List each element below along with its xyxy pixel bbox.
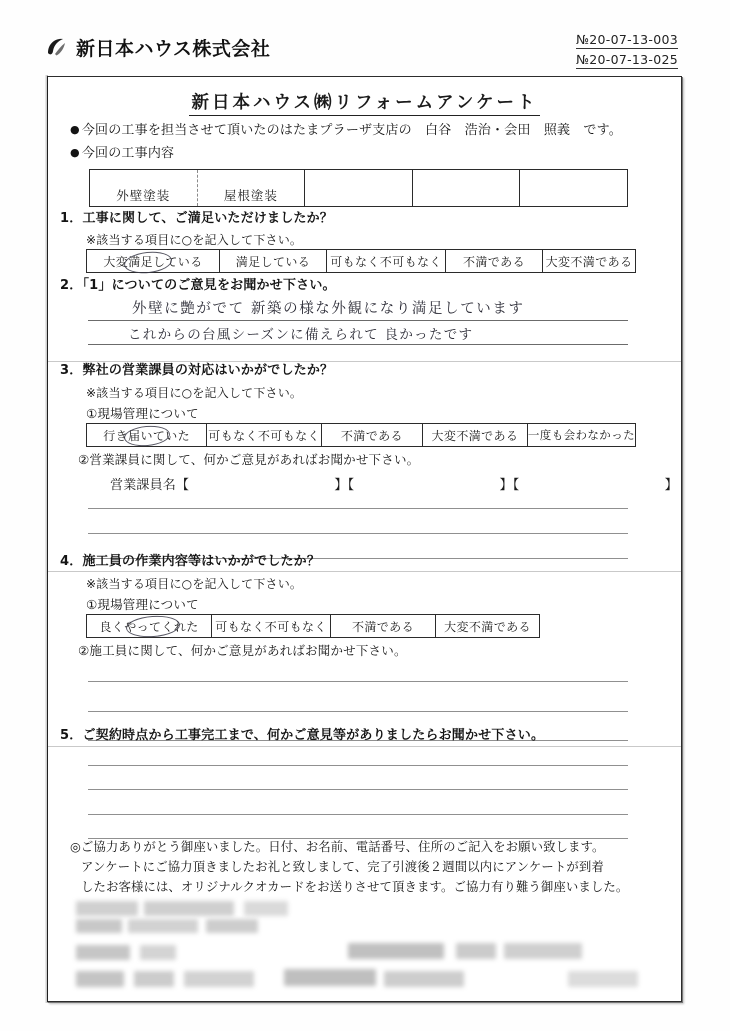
question-4-option-1[interactable]	[212, 615, 331, 637]
question-2-answer-text-2: これからの台風シーズンに備えられて 良かったです	[128, 327, 474, 343]
question-1-text: 工事に関して、ご満足いただけましたか？	[82, 211, 333, 226]
question-3-heading	[60, 362, 333, 381]
company-header	[44, 34, 270, 61]
question-4-option-3-label: 大変不満である	[444, 619, 531, 634]
work-content-cell-2	[198, 170, 306, 206]
question-3-sub1-label: ①現場管理について	[86, 406, 199, 421]
redacted-bar-1b	[144, 901, 234, 916]
question-3-option-4-label: 一度も会わなかった	[527, 428, 635, 442]
question-1-option-1-label: 満足している	[235, 254, 311, 269]
question-4-options	[86, 614, 540, 638]
question-1-option-3-label: 不満である	[462, 254, 525, 269]
closing-line-1: ◎ご協力ありがとう御座いました。日付、お名前、電話番号、住所のご記入をお願い致します。	[70, 839, 605, 854]
question-1-option-4[interactable]	[543, 250, 635, 272]
question-1-option-0-label: 大変満足している	[103, 254, 203, 269]
question-4-rule-1	[88, 681, 628, 682]
work-content-value-1: 外壁塗装	[116, 188, 171, 203]
company-name: 新日本ハウス株式会社	[76, 38, 271, 60]
question-2-answer-line-1	[132, 297, 525, 318]
redacted-bar-4e	[384, 971, 464, 987]
closing-note	[70, 837, 665, 897]
work-content-cell-1	[90, 170, 198, 206]
question-3-text: 弊社の営業課員の対応はいかがでしたか？	[82, 363, 334, 378]
question-1-option-1[interactable]	[220, 250, 327, 272]
work-content-cell-4	[413, 170, 521, 206]
work-content-value-2: 屋根塗装	[223, 188, 278, 203]
question-4-sub2-label: ②施工員に関して、何かご意見があればお聞かせ下さい。	[78, 643, 407, 658]
question-4-sub1-label: ①現場管理について	[86, 597, 199, 612]
work-content-label: ● 今回の工事内容	[70, 145, 174, 164]
question-3-option-2[interactable]	[322, 424, 423, 446]
question-1-options	[86, 249, 636, 273]
question-4-option-0-label: 良くやってくれた	[99, 619, 199, 634]
question-5-rule-1	[88, 765, 628, 766]
question-1-option-0[interactable]	[87, 250, 220, 272]
page-title	[48, 89, 681, 114]
question-5-heading	[60, 727, 544, 746]
question-2-rule-1	[88, 320, 628, 321]
question-3-option-1[interactable]	[207, 424, 322, 446]
work-content-table	[89, 169, 628, 207]
question-4-number: 4．	[60, 554, 83, 569]
question-3-sub2-label: ②営業課員に関して、何かご意見があればお聞かせ下さい。	[78, 452, 420, 467]
redacted-bar-3d	[456, 943, 496, 959]
question-4-instruction: ※該当する項目に○を記入して下さい。	[86, 577, 303, 591]
closing-line-2: アンケートにご協力頂きましたお礼と致しまして、完了引渡後２週間以内にアンケートが到着	[81, 859, 604, 875]
redacted-bar-2c	[206, 919, 258, 933]
question-5-rule-2	[88, 789, 628, 790]
question-2-heading	[60, 277, 336, 296]
question-2-answer-line-2	[128, 323, 473, 343]
redacted-bar-4b	[134, 971, 174, 987]
reference-number-block	[576, 32, 678, 72]
reference-number-1: №20-07-13-003	[575, 32, 678, 47]
redacted-bar-2b	[128, 919, 198, 933]
question-3-option-2-label: 不満である	[340, 428, 403, 443]
redacted-bar-4c	[184, 971, 254, 987]
closing-line-3: したお客様には、オリジナルクオカードをお送りさせて頂きます。ご協力有り難う御座いました。	[81, 879, 629, 895]
question-3-option-3[interactable]	[423, 424, 528, 446]
question-4-option-2-label: 不満である	[351, 619, 414, 634]
question-3-name-field-2[interactable]: 【 】	[347, 478, 513, 493]
redacted-bar-1c	[244, 901, 288, 916]
question-1-option-2[interactable]	[327, 250, 446, 272]
swoosh-logo-icon	[44, 35, 70, 61]
question-1-number: 1．	[60, 211, 83, 226]
question-3-option-1-label: 可もなく不可もなく	[208, 428, 320, 443]
question-3-options	[86, 423, 636, 447]
question-3-name-field-1[interactable]: 【 】	[176, 478, 348, 493]
question-3-name-field-3[interactable]: 【 】	[512, 478, 678, 493]
page-title-text: 新日本ハウス㈱リフォームアンケート	[189, 93, 539, 116]
redacted-bar-3b	[140, 945, 176, 960]
question-1-option-3[interactable]	[446, 250, 543, 272]
question-4-option-0[interactable]	[87, 615, 212, 637]
work-content-cell-3	[305, 170, 413, 206]
work-content-cell-5	[520, 170, 627, 206]
question-4-heading	[60, 553, 320, 572]
question-4-option-2[interactable]	[331, 615, 436, 637]
question-5-text: ご契約時点から工事完工まで、何かご意見等がありましたらお聞かせ下さい。	[82, 728, 545, 743]
question-1-option-2-label: 可もなく不可もなく	[330, 254, 442, 269]
question-3-rule-2	[88, 533, 628, 534]
redacted-bar-3c	[348, 943, 444, 959]
question-3-number: 3．	[60, 363, 83, 378]
redacted-bar-4a	[76, 971, 124, 987]
redacted-bar-3e	[504, 943, 582, 959]
redacted-bar-1a	[76, 901, 138, 916]
question-3-name-field-label: 営業課員名	[110, 478, 177, 493]
question-1-instruction: ※該当する項目に○を記入して下さい。	[86, 233, 303, 247]
question-5-number: 5．	[60, 728, 83, 743]
question-2-text: 「1」についてのご意見をお聞かせ下さい。	[82, 278, 336, 293]
question-2-rule-2	[88, 344, 628, 345]
question-1-heading	[60, 210, 333, 229]
document-frame	[47, 76, 682, 1002]
question-3-instruction: ※該当する項目に○を記入して下さい。	[86, 386, 303, 400]
redacted-bar-4d	[284, 969, 376, 986]
question-3-name-fields	[110, 474, 678, 493]
question-3-option-0[interactable]	[87, 424, 207, 446]
question-4-option-1-label: 可もなく不可もなく	[215, 619, 327, 634]
question-4-option-3[interactable]	[436, 615, 539, 637]
question-4-text: 施工員の作業内容等はいかがでしたか？	[82, 554, 321, 569]
question-5-rule-3	[88, 814, 628, 815]
redacted-bar-3a	[76, 945, 130, 960]
intro-line: ● 今回の工事を担当させて頂いたのはたまプラーザ支店の 白谷 浩治・会田 照義 です。	[70, 122, 622, 141]
section-divider-3	[48, 746, 681, 747]
reference-number-2: №20-07-13-025	[575, 52, 678, 67]
question-3-rule-1	[88, 508, 628, 509]
question-2-number: 2．	[60, 278, 83, 293]
redacted-bar-4f	[568, 971, 638, 987]
question-3-option-0-label: 行き届いていた	[103, 428, 191, 443]
redacted-bar-2a	[76, 919, 122, 933]
question-4-rule-2	[88, 711, 628, 712]
question-3-option-3-label: 大変不満である	[431, 428, 519, 443]
question-3-option-4[interactable]	[528, 424, 635, 446]
question-1-option-4-label: 大変不満である	[545, 254, 633, 269]
question-2-answer-text-1: 外壁に艶がでて 新築の様な外観になり満足しています	[132, 301, 525, 317]
